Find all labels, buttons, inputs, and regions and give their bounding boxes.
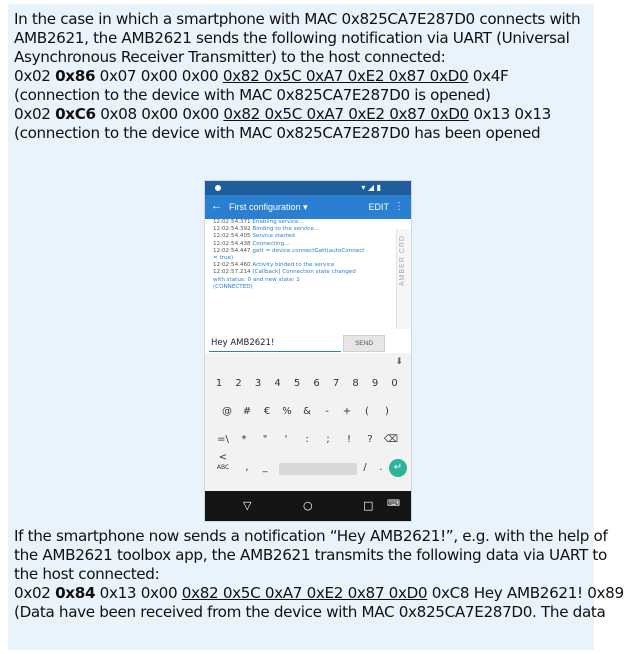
log-row — [205, 248, 395, 255]
keyboard-key[interactable]: ( — [365, 406, 369, 417]
keyboard-key[interactable]: 6 — [313, 378, 320, 389]
keyboard-key[interactable]: % — [282, 406, 292, 417]
keyboard-key[interactable]: 0 — [391, 378, 398, 389]
log-timestamp: 12:02:54.405 — [213, 233, 251, 240]
log-message: = true) — [213, 255, 234, 262]
status-bar — [205, 181, 411, 195]
log-message: (CONNECTED) — [213, 283, 253, 290]
outro-line-3: the host connected: — [14, 565, 160, 583]
packet-1: 0x02 0x86 0x07 0x00 0x00 0x82 0x5C 0xA7 0xE2 0x87 0xD0 0x4F — [14, 67, 509, 85]
log-row — [205, 241, 395, 248]
log-timestamp: 12:02:57.214 — [213, 269, 251, 276]
log-message: Enabling service... — [252, 219, 304, 225]
packet-3-description: (Data have been received from the device with MAC 0x825CA7E287D0. The data — [14, 603, 606, 621]
status-icons: ▾ ◢ ▮ — [361, 183, 381, 192]
intro-line-3: Asynchronous Receiver Transmitter) to the host connected: — [14, 48, 446, 66]
keyboard-key[interactable]: 4 — [274, 378, 281, 389]
keyboard-key[interactable]: 8 — [352, 378, 359, 389]
keyboard-key[interactable]: =\< — [217, 434, 229, 463]
keyboard-row-numbers — [205, 375, 411, 395]
keyboard-key[interactable]: 2 — [235, 378, 242, 389]
log-message: Service started — [252, 233, 295, 240]
log-row — [205, 219, 395, 226]
keyboard-row-symbols — [205, 403, 411, 423]
app-title[interactable]: First configuration ▾ — [229, 202, 308, 212]
keyboard-row-bottom — [205, 459, 411, 479]
keyboard-key[interactable]: * — [241, 434, 247, 445]
keyboard-key[interactable]: " — [262, 434, 268, 445]
back-arrow-icon[interactable]: ← — [211, 200, 222, 212]
keyboard-switch-icon[interactable]: ⌨ — [387, 499, 400, 509]
keyboard-key[interactable]: # — [242, 406, 252, 417]
log-row — [205, 277, 395, 284]
packet-1-mac: 0x82 0x5C 0xA7 0xE2 0x87 0xD0 — [222, 67, 469, 85]
log-timestamp: 12:02:54.392 — [213, 226, 251, 233]
packet-1-description: (connection to the device with MAC 0x825CA7E287D0 is opened) — [14, 86, 491, 104]
intro-text — [14, 10, 590, 143]
keyboard-key[interactable]: @ — [222, 406, 232, 417]
log-row — [205, 284, 395, 291]
packet-2: 0x02 0xC6 0x08 0x00 0x00 0x82 0x5C 0xA7 0xE2 0x87 0xD0 0x13 0x13 — [14, 105, 551, 123]
keyboard-key[interactable]: 7 — [332, 378, 340, 389]
keyboard-key[interactable]: 9 — [371, 378, 379, 389]
key-abc[interactable]: ABC — [216, 464, 230, 471]
outro-line-1: If the smartphone now sends a notification “Hey AMB2621!”, e.g. with the help of — [14, 527, 608, 545]
nav-home-icon[interactable]: ○ — [303, 499, 313, 512]
keyboard-key[interactable]: 1 — [215, 378, 223, 389]
log-message: [Callback] Connection state changed — [252, 269, 356, 276]
outro-text — [14, 527, 624, 622]
keyboard-key[interactable]: 3 — [254, 378, 262, 389]
log-message: with status: 0 and new state: 2 — [213, 276, 300, 283]
log-timestamp: 12:02:54.447 — [213, 247, 251, 254]
keyboard-key[interactable]: 5 — [293, 378, 301, 389]
keyboard-key[interactable]: - — [325, 406, 329, 417]
log-row — [205, 226, 395, 233]
navigation-bar — [205, 491, 411, 521]
log-list — [205, 219, 395, 339]
key-slash[interactable]: / — [363, 462, 367, 473]
side-drawer-label: AMBER CRD — [399, 235, 406, 287]
packet-3-mac: 0x82 0x5C 0xA7 0xE2 0x87 0xD0 — [181, 584, 428, 602]
send-button[interactable]: SEND — [343, 335, 385, 352]
nav-recent-icon[interactable]: □ — [363, 499, 374, 512]
packet-3: 0x02 0x84 0x13 0x00 0x82 0x5C 0xA7 0xE2 0x87 0xD0 0xC8 Hey AMB2621! 0x89 — [14, 584, 624, 602]
enter-key-icon[interactable]: ↵ — [389, 459, 407, 477]
key-dot[interactable]: . — [379, 462, 383, 473]
log-row — [205, 269, 395, 276]
log-row — [205, 233, 395, 240]
intro-line-2: AMB2621, the AMB2621 sends the following notification via UART (Universal — [14, 29, 570, 47]
log-message: Activity binded to the service — [252, 262, 335, 269]
intro-line-1: In the case in which a smartphone with MAC 0x825CA7E287D0 connects with — [14, 10, 581, 28]
overflow-menu-icon[interactable]: ⋮ — [394, 201, 404, 212]
document-panel — [8, 4, 624, 650]
message-row — [205, 333, 411, 353]
message-input[interactable] — [209, 335, 341, 352]
phone-screenshot — [204, 180, 412, 522]
keyboard-key[interactable]: ) — [385, 406, 389, 417]
outro-line-2: the AMB2621 toolbox app, the AMB2621 transmits the following data via UART to — [14, 546, 607, 564]
keyboard-key[interactable]: : — [305, 434, 309, 445]
log-message: Binding to the service... — [252, 226, 319, 233]
log-timestamp: 12:02:54.460 — [213, 262, 251, 269]
notification-dot-icon — [215, 185, 221, 191]
log-timestamp: 12:02:54.438 — [213, 240, 251, 247]
space-bar[interactable] — [279, 463, 357, 475]
log-message: Connecting... — [252, 240, 290, 247]
keyboard-key[interactable]: ; — [326, 434, 330, 445]
keyboard-key[interactable]: & — [303, 406, 311, 417]
app-bar — [205, 195, 411, 219]
keyboard-key[interactable]: ' — [284, 434, 288, 445]
packet-2-mac: 0x82 0x5C 0xA7 0xE2 0x87 0xD0 — [223, 105, 469, 123]
keyboard-row-punctuation — [205, 431, 411, 463]
log-timestamp: 12:02:54.371 — [213, 219, 251, 225]
keyboard-key[interactable]: € — [263, 406, 271, 417]
edit-button[interactable]: EDIT — [368, 202, 389, 212]
microphone-icon[interactable]: ⬇ — [395, 356, 403, 366]
key-underscore[interactable]: _ — [262, 462, 268, 473]
nav-back-icon[interactable]: ▽ — [243, 499, 252, 512]
keyboard-key[interactable]: ! — [346, 434, 351, 445]
keyboard-key[interactable]: + — [342, 406, 352, 417]
log-row — [205, 262, 395, 269]
packet-2-description: (connection to the device with MAC 0x825CA7E287D0 has been opened — [14, 124, 541, 142]
soft-keyboard — [205, 353, 411, 491]
log-message: gatt = device.connectGatt(autoConnect — [252, 247, 365, 254]
key-comma[interactable]: , — [245, 462, 249, 473]
keyboard-key[interactable]: ? — [367, 434, 373, 445]
keyboard-key[interactable]: ⌫ — [383, 434, 399, 445]
log-row — [205, 255, 395, 262]
